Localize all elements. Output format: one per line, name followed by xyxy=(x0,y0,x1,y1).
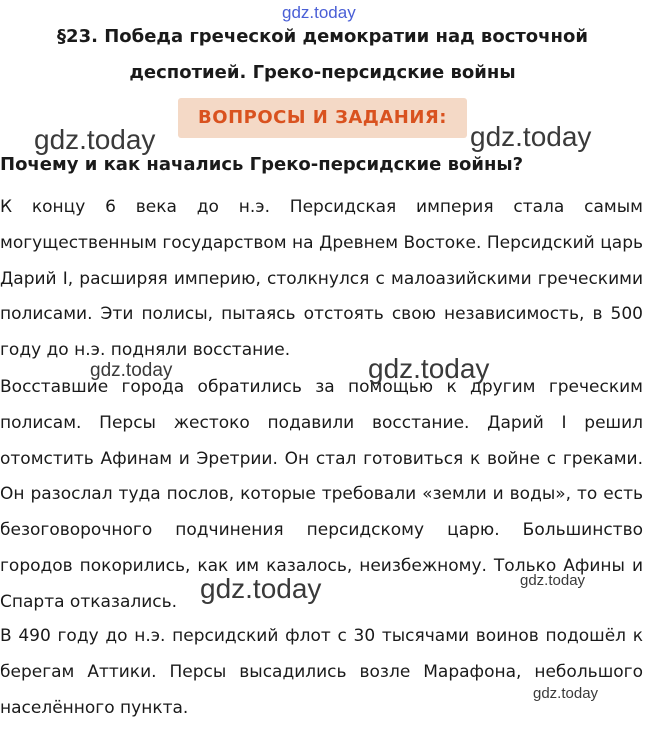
watermark: gdz.today xyxy=(282,3,356,22)
watermark: gdz.today xyxy=(90,360,173,381)
question-heading: Почему и как начались Греко-персидские войны? xyxy=(0,154,524,175)
answer-paragraph-1: К концу 6 века до н.э. Персидская империя стала самым могущественным государством на Древнем Востоке. Персидский царь Дарий I, расширяя империю, столкнулся с малоазийскими греческими полисами. Эти полисы, пытаясь отстоять свою независимость, в 500 году до н.э. подняли восстание. xyxy=(0,197,643,361)
watermark: gdz.today xyxy=(34,124,156,155)
section-title-line-1: §23. Победа греческой демократии над восточной xyxy=(57,26,588,47)
watermark: gdz.today xyxy=(200,573,322,604)
watermark: gdz.today xyxy=(533,685,599,702)
watermark: gdz.today xyxy=(520,572,586,589)
answer-paragraph-2: Восставшие города обратились за помощью к другим греческим полисам. Персы жестоко подавили восстание. Дарий I решил отомстить Афинам и Эретрии. Он стал готовиться к войне с греками. Он разослал туда послов, которые требовали «земли и воды», то есть безоговорочного подчинения персидскому царю. Большинство городов покорились, как им казалось, неизбежному. Только Афины и Спарта отказались. xyxy=(0,377,643,612)
answer-paragraph-3: В 490 году до н.э. персидский флот с 30 тысячами воинов подошёл к берегам Аттики. Персы высадились возле Марафона, небольшого населённого пункта. xyxy=(0,626,643,718)
watermark: gdz.today xyxy=(368,353,490,384)
section-title-line-2: деспотией. Греко-персидские войны xyxy=(129,62,516,83)
questions-banner xyxy=(178,98,467,138)
watermark: gdz.today xyxy=(470,121,592,152)
questions-banner-label: ВОПРОСЫ И ЗАДАНИЯ: xyxy=(198,107,447,128)
